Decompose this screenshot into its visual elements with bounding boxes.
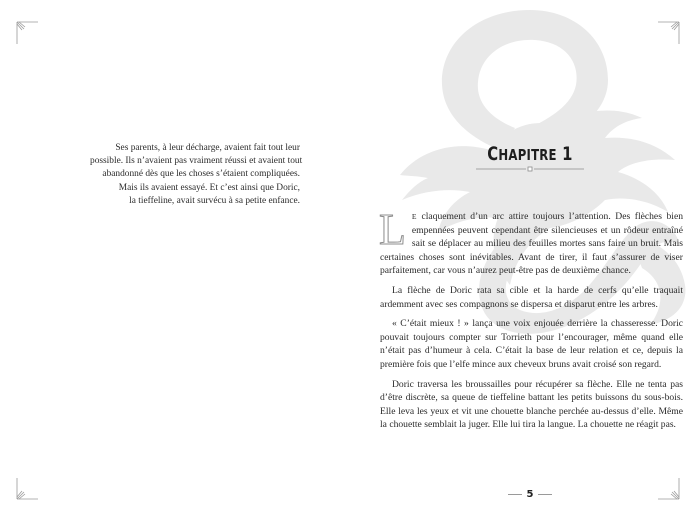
text-line: abandonné dès que les choses s’étaient compliquées. [102,169,300,180]
text-line: Ses parents, à leur décharge, avaient fait tout leur [115,143,300,153]
text-line: Mais ils avaient essayé. Et c’est ainsi que Doric, [118,182,300,193]
paragraph-text: claquement d’un arc attire toujours l’attention. Des flèches bien empennées peuvent cependant être silencieuses et un rôdeur entraîné sait se déplacer au milieu des feuilles mortes sans faire un bruit. Mais certaines choses sont inévitables. Avant de tirer, il faut s’assurer de viser parfaitement, car vous n’aurez peut-être pas de deuxième chance. [380,211,683,277]
paragraph: « C’était mieux ! » lança une voix enjouée derrière la chasseresse. Doric pouvait toujours compter sur Torrieth pour l’encourager, même quand elle n’était pas d’humeur à cela. C’était la base de leur relation et ce, depuis la première fois que l’elfe mince aux cheveux bruns avait croisé son regard. [380,318,683,370]
chapter-label-initial: C [487,143,499,165]
paragraph: La flèche de Doric rata sa cible et la harde de cerfs qu’elle traquait ardemment avec ses compagnons se dispersa et disparut entre les arbres. [380,284,683,310]
page-number: 5 [526,489,534,500]
corner-ornament-bottom-left-icon [14,478,40,504]
chapter-divider-ornament-icon [476,166,584,172]
chapter-label-rest: HAPITRE [498,146,557,164]
corner-ornament-top-left-icon [14,18,40,44]
page-number-footer [476,489,584,500]
right-page [350,0,700,526]
corner-ornament-top-right-icon [656,18,682,44]
corner-ornament-bottom-right-icon [656,478,682,504]
folio-dash-right [538,494,552,495]
chapter-number: 1 [562,143,573,165]
folio-dash-left [508,494,522,495]
chapter-heading [468,143,593,165]
paragraph [379,205,683,278]
text-line: la tieffeline, avait survécu à sa petite enfance. [129,195,300,206]
chapter-body [379,205,683,438]
paragraph: Doric traversa les broussailles pour récupérer sa flèche. Elle ne tenta pas d’être discrète, sa queue de tieffeline battant les petits buissons du sous-bois. Elle leva les yeux et vit une chouette blanche perchée au-dessus d’elle. Même la chouette semblait la juger. Elle lui tira la langue. La chouette ne réagit pas. [380,378,683,431]
small-cap-lead: E [411,212,417,221]
drop-cap: L [379,205,406,254]
continuation-text [90,142,303,208]
text-line: possible. Ils n’avaient pas vraiment réussi et avaient tout [90,156,303,167]
